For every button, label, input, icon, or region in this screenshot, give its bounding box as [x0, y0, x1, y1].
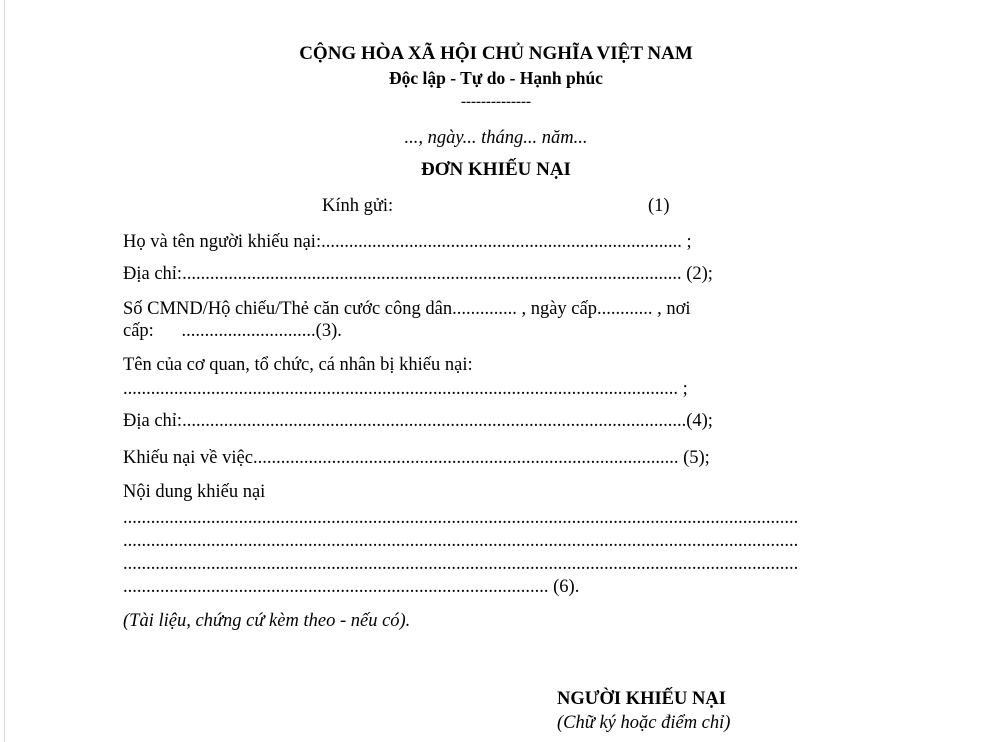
complaint-content-line: ..................................................................................................................................................: [123, 531, 799, 551]
addressee-note: (1): [648, 196, 670, 216]
date-line: ..., ngày... tháng... năm...: [404, 128, 588, 148]
signature-title: NGƯỜI KHIẾU NẠI: [557, 689, 726, 709]
complainant-name-line: Họ và tên người khiếu nại:.............................................................................. ;: [123, 232, 692, 252]
country-header: CỘNG HÒA XÃ HỘI CHỦ NGHĨA VIỆT NAM: [299, 43, 693, 64]
attachments-note: (Tài liệu, chứng cứ kèm theo - nếu có).: [123, 611, 411, 631]
respondent-label: Tên của cơ quan, tổ chức, cá nhân bị khiếu nại:: [123, 355, 473, 375]
respondent-address-line: Địa chỉ:.............................................................................................................(4);: [123, 411, 713, 431]
complaint-content-line: ..................................................................................................................................................: [123, 554, 799, 574]
signature-note: (Chữ ký hoặc điểm chỉ): [557, 713, 731, 733]
complaint-content-label: Nội dung khiếu nại: [123, 482, 266, 502]
complaint-content-line: ..................................................................................................................................................: [123, 508, 799, 528]
complainant-address-line: Địa chỉ:............................................................................................................ (2);: [123, 264, 713, 284]
document-title: ĐƠN KHIẾU NẠI: [421, 159, 571, 180]
complaint-content-line-last: ............................................................................................ (6).: [123, 577, 580, 597]
id-issue-place-line: cấp: .............................(3).: [123, 321, 342, 341]
respondent-name-line: ........................................................................................................................ ;: [123, 379, 688, 399]
id-document-line: Số CMND/Hộ chiếu/Thẻ căn cước công dân.............. , ngày cấp............ , nơi: [123, 299, 691, 319]
motto: Độc lập - Tự do - Hạnh phúc: [389, 68, 603, 88]
header-separator: --------------: [461, 94, 531, 110]
complaint-subject-line: Khiếu nại về việc............................................................................................ (5);: [123, 448, 710, 468]
addressee-label: Kính gửi:: [322, 196, 394, 216]
